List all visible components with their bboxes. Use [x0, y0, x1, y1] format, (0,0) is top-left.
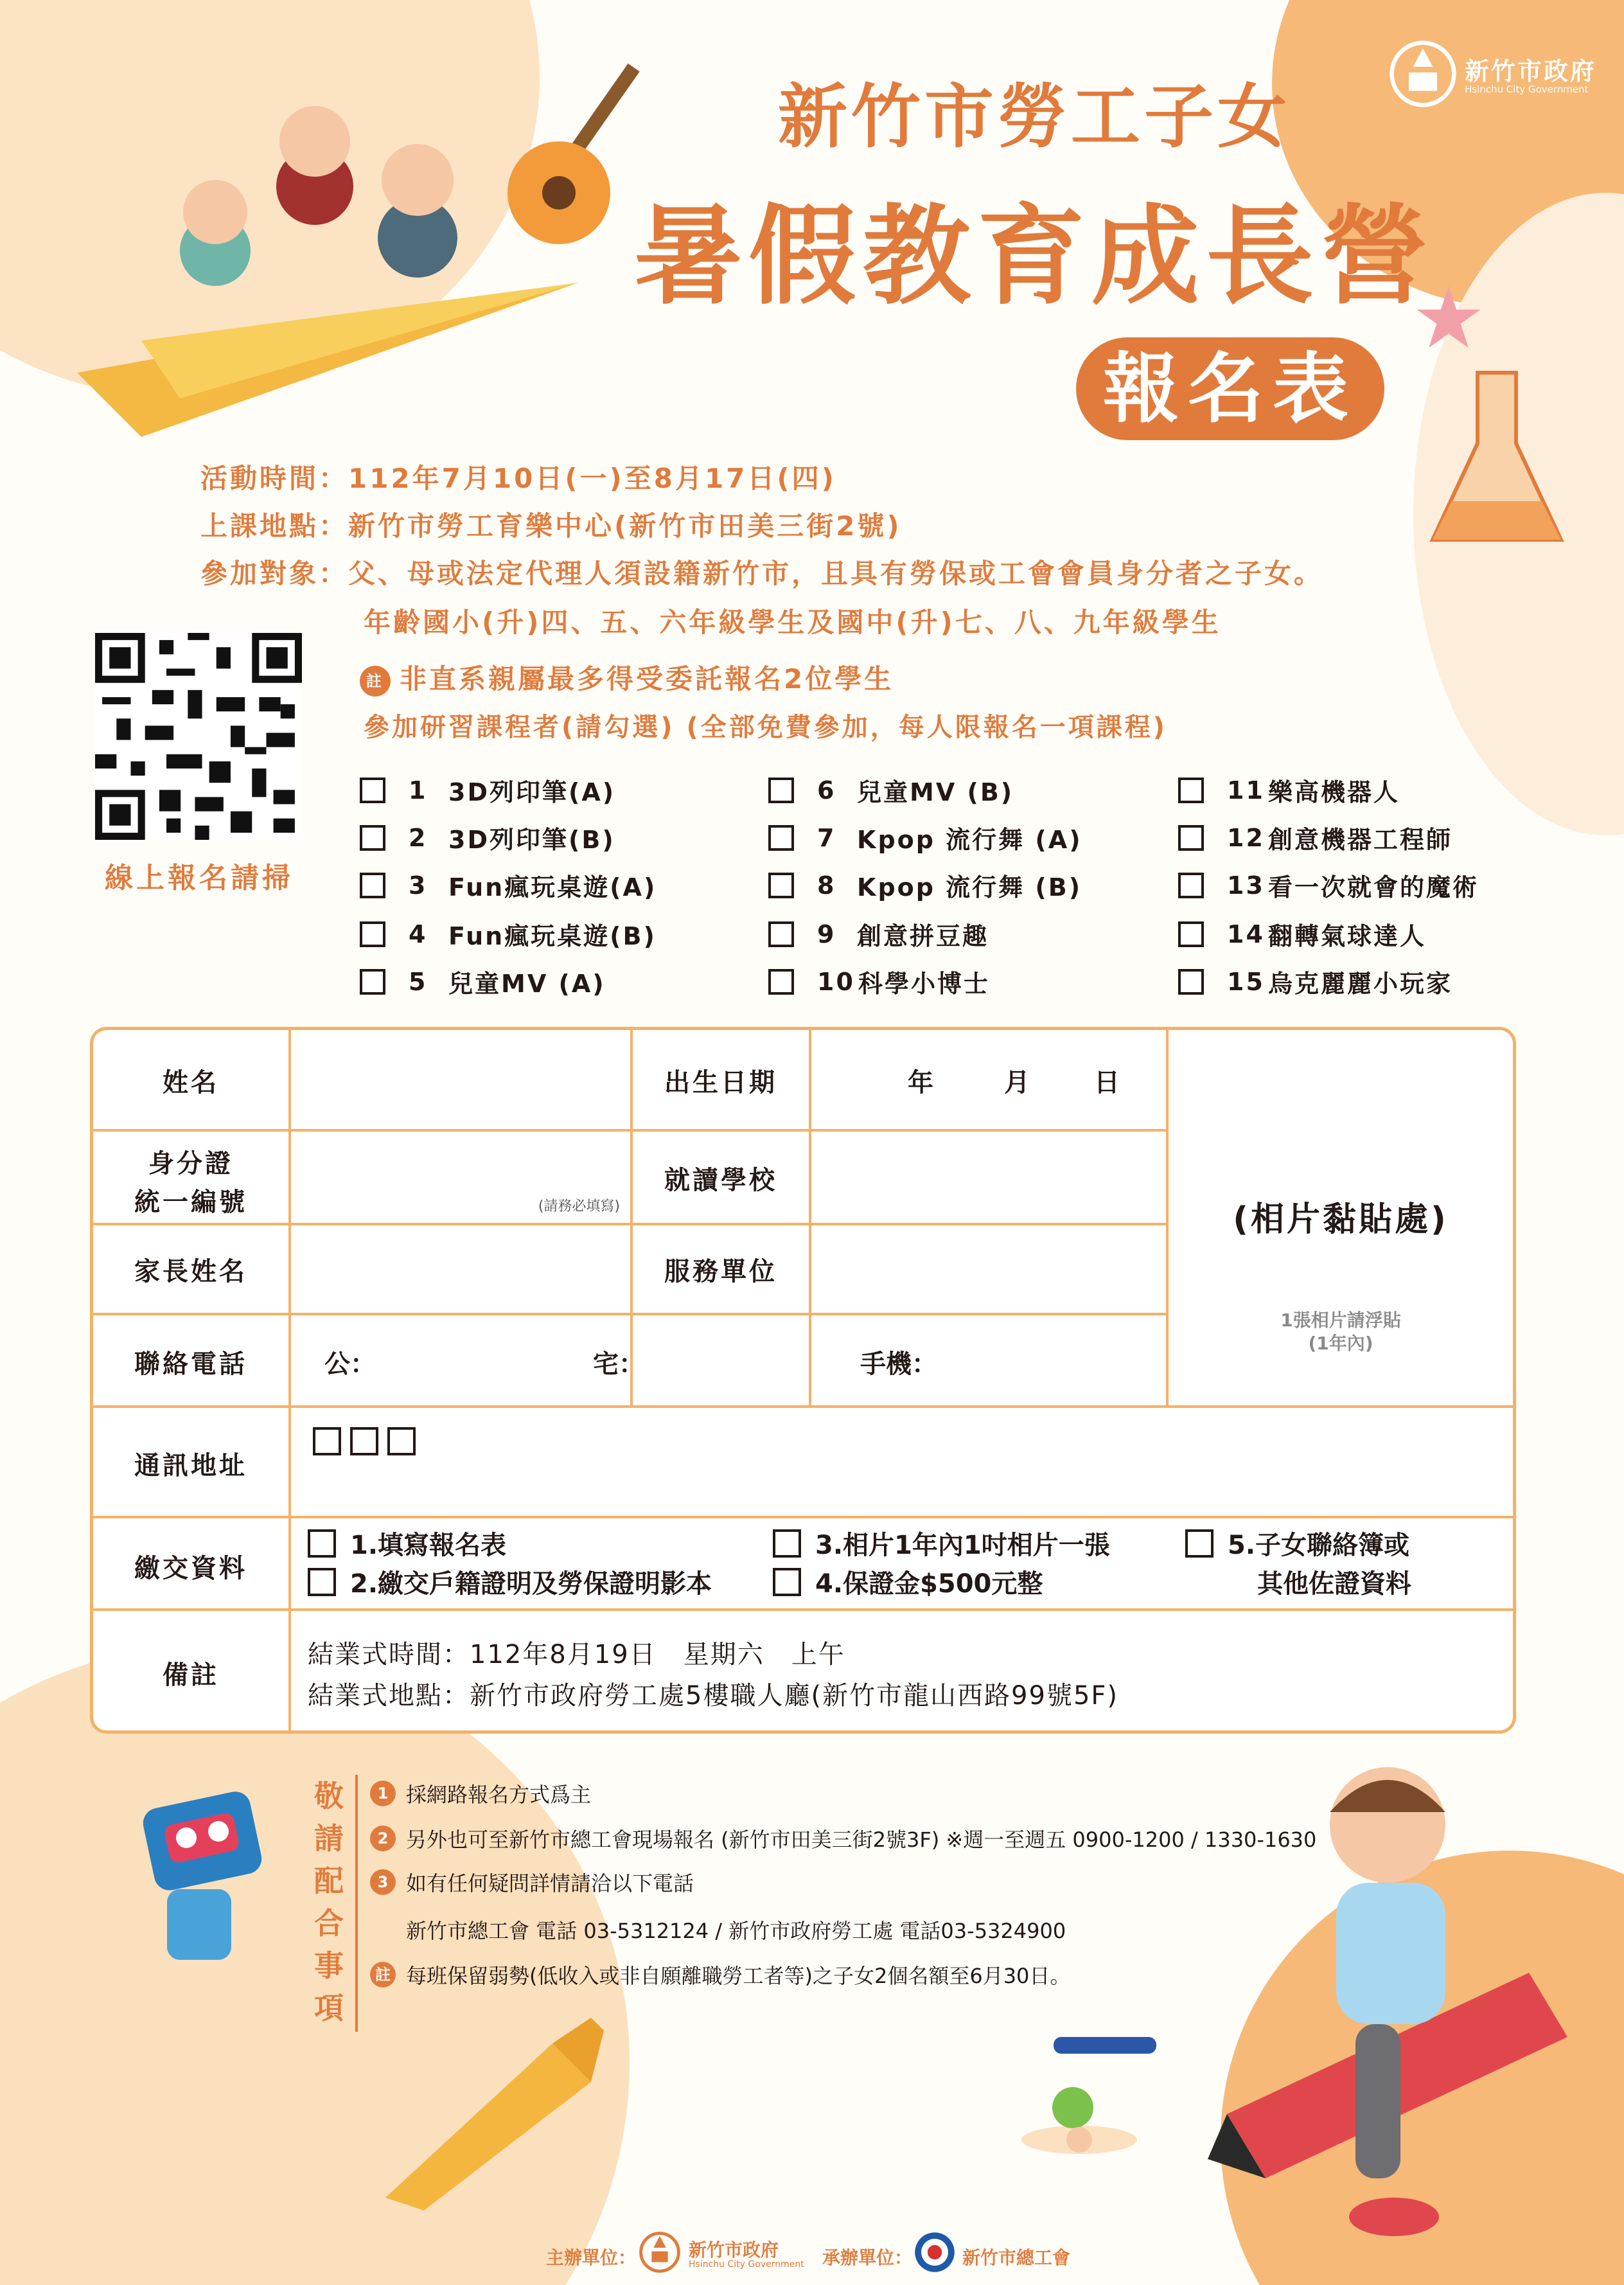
course-number: 3 — [409, 871, 428, 900]
course-name: 翻轉氣球達人 — [1268, 922, 1427, 950]
course-number: 5 — [409, 967, 428, 996]
course-number: 15 — [1227, 967, 1265, 996]
docs-text-1: 1.填寫報名表 — [350, 1531, 507, 1560]
course-number: 6 — [817, 776, 836, 805]
postal-code-box[interactable] — [387, 1427, 416, 1455]
course-option[interactable] — [360, 772, 615, 808]
info-place — [200, 505, 902, 544]
docs-item-1[interactable] — [308, 1525, 506, 1561]
course-option[interactable] — [1178, 916, 1426, 952]
info-target-value: 父、母或法定代理人須設籍新竹市，且具有勞保或工會會員身分者之子女。 — [348, 558, 1324, 589]
footer-co-name: 新竹市總工會 — [962, 2247, 1071, 2268]
course-checkbox[interactable] — [1178, 921, 1204, 947]
photo-hint-1: 1張相片請浮貼 — [1280, 1310, 1401, 1331]
title-line-2: 暑假教育成長營 — [634, 193, 1434, 319]
course-number: 13 — [1227, 871, 1265, 900]
info-target-2: 年齡國小(升)四、五、六年級學生及國中(升)七、八、九年級學生 — [364, 607, 1221, 638]
course-option[interactable] — [1178, 820, 1452, 855]
note-item-2 — [370, 1824, 1316, 1853]
phone-home-label: 宅： — [593, 1349, 644, 1379]
birth-day-label: 日 — [1094, 1068, 1120, 1098]
course-checkbox[interactable] — [360, 778, 385, 803]
phone-office-label: 公： — [324, 1349, 376, 1379]
qr-caption: 線上報名請掃 — [105, 862, 294, 894]
phone-mobile-label: 手機： — [860, 1349, 937, 1379]
parent-label: 家長姓名 — [134, 1257, 247, 1286]
course-number: 7 — [817, 823, 836, 852]
postal-code-boxes[interactable] — [313, 1427, 421, 1455]
photo-title: (相片黏貼處) — [1233, 1200, 1449, 1239]
id-label — [93, 1144, 288, 1222]
note-text-1: 採網路報名方式爲主 — [406, 1783, 592, 1807]
course-checkbox[interactable] — [768, 825, 794, 851]
birth-month-label: 月 — [1004, 1068, 1030, 1098]
photo-area[interactable] — [1169, 1030, 1513, 1405]
name-field[interactable] — [291, 1030, 630, 1129]
course-option[interactable] — [360, 916, 657, 952]
info-note — [360, 658, 894, 697]
info-select: 參加研習課程者(請勾選) (全部免費參加，每人限報名一項課程) — [364, 713, 1168, 742]
footer-co-label: 承辦單位： — [822, 2247, 913, 2268]
note-item-4 — [406, 1915, 1066, 1944]
info-note-text: 非直系親屬最多得受委託報名2位學生 — [400, 663, 894, 695]
work-label: 服務單位 — [664, 1257, 777, 1286]
docs-text-3: 3.相片1年內1吋相片一張 — [815, 1531, 1110, 1560]
docs-checkbox[interactable] — [773, 1568, 801, 1596]
course-number: 9 — [817, 920, 836, 948]
docs-text-2: 2.繳交戶籍證明及勞保證明影本 — [350, 1569, 712, 1599]
parent-field[interactable] — [291, 1225, 630, 1313]
course-option[interactable] — [768, 867, 1082, 903]
qr-code[interactable] — [95, 633, 302, 840]
note-text-4: 新竹市總工會 電話 03-5312124 / 新竹市政府勞工處 電話03-5324900 — [406, 1919, 1066, 1943]
title-badge: 報名表 — [1076, 337, 1384, 440]
crayon-illustration — [360, 2005, 617, 2210]
name-label: 姓名 — [163, 1068, 219, 1098]
notes-title: 敬請配合事項 — [314, 1779, 344, 2025]
note-number-icon: 2 — [370, 1826, 396, 1851]
info-time-value: 112年7月10日(一)至8月17日(四) — [348, 463, 836, 494]
course-name: 看一次就會的魔術 — [1268, 873, 1479, 902]
course-name: 創意拼豆趣 — [857, 922, 989, 950]
birth-year-label: 年 — [908, 1068, 933, 1098]
flask-illustration — [1407, 360, 1574, 565]
id-hint: (請務必填寫) — [538, 1198, 620, 1214]
course-name: Kpop 流行舞 (B) — [857, 873, 1082, 902]
note-number-icon: 註 — [370, 1962, 396, 1987]
course-checkbox[interactable] — [360, 969, 385, 995]
note-text-5: 每班保留弱勢(低收入或非自願離職勞工者等)之子女2個名額至6月30日。 — [406, 1964, 1071, 1988]
docs-checkbox[interactable] — [1185, 1529, 1214, 1558]
union-logo-icon — [912, 2230, 957, 2275]
note-item-5 — [370, 1960, 1070, 1989]
course-name: 樂高機器人 — [1268, 778, 1400, 806]
note-text-3: 如有任何疑問詳情請洽以下電話 — [406, 1871, 694, 1896]
course-name: Fun瘋玩桌遊(A) — [448, 873, 657, 902]
course-option[interactable] — [1178, 772, 1400, 808]
course-number: 4 — [409, 920, 428, 948]
remark-line-1: 結業式時間：112年8月19日 星期六 上午 — [308, 1640, 845, 1669]
info-target-label: 參加對象： — [200, 558, 349, 589]
phone-field[interactable] — [291, 1315, 1166, 1405]
course-number: 11 — [1227, 776, 1265, 805]
docs-checkbox[interactable] — [773, 1529, 801, 1558]
note-number-icon: 1 — [370, 1781, 396, 1806]
school-label: 就讀學校 — [664, 1166, 777, 1195]
course-option[interactable] — [768, 772, 1014, 808]
id-label-line-2: 統一編號 — [134, 1187, 247, 1217]
docs-text-6: 其他佐證資料 — [1257, 1569, 1411, 1599]
postal-code-box[interactable] — [350, 1427, 378, 1455]
address-label: 通訊地址 — [134, 1451, 247, 1480]
city-government-logo-icon — [1388, 39, 1458, 109]
course-option[interactable] — [360, 820, 615, 855]
course-name: 創意機器工程師 — [1268, 826, 1453, 854]
course-name: 兒童MV (A) — [448, 970, 606, 998]
docs-checkbox[interactable] — [308, 1568, 336, 1596]
notes-divider — [355, 1775, 358, 2032]
boy-on-pencil-illustration — [1208, 1754, 1593, 2255]
note-number-icon: 3 — [370, 1869, 396, 1895]
course-option[interactable] — [768, 820, 1082, 855]
course-checkbox[interactable] — [768, 921, 794, 947]
docs-item-3[interactable] — [773, 1525, 1110, 1561]
note-item-3 — [370, 1867, 694, 1897]
remark-label: 備註 — [163, 1660, 219, 1690]
course-checkbox[interactable] — [1178, 825, 1204, 851]
course-checkbox[interactable] — [360, 825, 385, 851]
course-number: 1 — [409, 776, 428, 805]
title-line-1: 新竹市勞工子女 — [777, 77, 1291, 157]
docs-label: 繳交資料 — [134, 1554, 247, 1583]
course-name: 兒童MV (B) — [857, 778, 1014, 806]
course-checkbox[interactable] — [360, 873, 385, 898]
note-item-1 — [370, 1779, 591, 1808]
course-checkbox[interactable] — [1178, 969, 1204, 995]
course-checkbox[interactable] — [768, 969, 794, 995]
info-place-value: 新竹市勞工育樂中心(新竹市田美三街2號) — [348, 510, 902, 542]
course-checkbox[interactable] — [768, 873, 794, 898]
dancer-illustration — [1002, 2011, 1169, 2165]
robot-illustration — [122, 1761, 289, 1979]
course-option[interactable] — [768, 916, 989, 952]
course-option[interactable] — [1178, 964, 1452, 999]
logo-text-en: Hsinchu City Government — [1465, 84, 1589, 95]
course-number: 2 — [409, 823, 428, 852]
course-name: 烏克麗麗小玩家 — [1268, 970, 1453, 998]
course-number: 8 — [817, 871, 836, 900]
course-option[interactable] — [360, 964, 606, 999]
registration-form-table — [90, 1027, 1516, 1734]
info-target — [200, 553, 1323, 591]
docs-item-4[interactable] — [773, 1563, 1043, 1600]
logo-text-zh: 新竹市政府 — [1465, 57, 1597, 85]
course-number: 10 — [817, 967, 855, 996]
docs-text-5: 5.子女聯絡簿或 — [1228, 1531, 1410, 1560]
course-name: Fun瘋玩桌遊(B) — [448, 922, 657, 950]
course-name: 3D列印筆(B) — [448, 826, 615, 854]
course-checkbox[interactable] — [360, 921, 385, 947]
course-option[interactable] — [360, 867, 657, 903]
id-field[interactable] — [291, 1132, 630, 1223]
remark-line-2: 結業式地點：新竹市政府勞工處5樓職人廳(新竹市龍山西路99號5F) — [308, 1681, 1119, 1711]
footer-host-en: Hsinchu City Government — [689, 2259, 804, 2270]
birth-label: 出生日期 — [664, 1068, 777, 1098]
course-option[interactable] — [768, 964, 990, 999]
course-name: Kpop 流行舞 (A) — [857, 826, 1082, 854]
info-time — [200, 458, 836, 496]
course-number: 12 — [1227, 823, 1265, 852]
photo-hint-2: (1年內) — [1308, 1333, 1373, 1354]
course-name: 3D列印筆(A) — [448, 778, 616, 806]
docs-item-5[interactable] — [1185, 1525, 1409, 1561]
postal-code-box[interactable] — [313, 1427, 341, 1455]
note-text-2: 另外也可至新竹市總工會現場報名 (新竹市田美三街2號3F) ※週一至週五 0900-1200 / 1330-1630 — [406, 1827, 1317, 1852]
info-time-label: 活動時間： — [200, 463, 349, 494]
course-name: 科學小博士 — [858, 970, 991, 998]
footer-host-label: 主辦單位： — [546, 2247, 637, 2268]
note-icon: 註 — [360, 666, 391, 697]
course-number: 14 — [1227, 920, 1265, 948]
docs-item-2[interactable] — [308, 1563, 712, 1600]
course-option[interactable] — [1178, 867, 1479, 903]
course-checkbox[interactable] — [1178, 778, 1204, 803]
course-checkbox[interactable] — [1178, 873, 1204, 898]
docs-text-4: 4.保證金$500元整 — [815, 1569, 1043, 1599]
school-field[interactable] — [811, 1132, 1166, 1223]
address-field[interactable] — [291, 1408, 1512, 1516]
id-label-line-1: 身分證 — [148, 1149, 233, 1178]
docs-checkbox[interactable] — [308, 1529, 336, 1558]
host-logo-icon — [637, 2230, 682, 2275]
course-checkbox[interactable] — [768, 778, 794, 803]
info-place-label: 上課地點： — [200, 510, 349, 542]
footer-host-name: 新竹市政府 — [689, 2239, 779, 2261]
phone-label: 聯絡電話 — [134, 1349, 247, 1379]
work-field[interactable] — [811, 1225, 1166, 1313]
